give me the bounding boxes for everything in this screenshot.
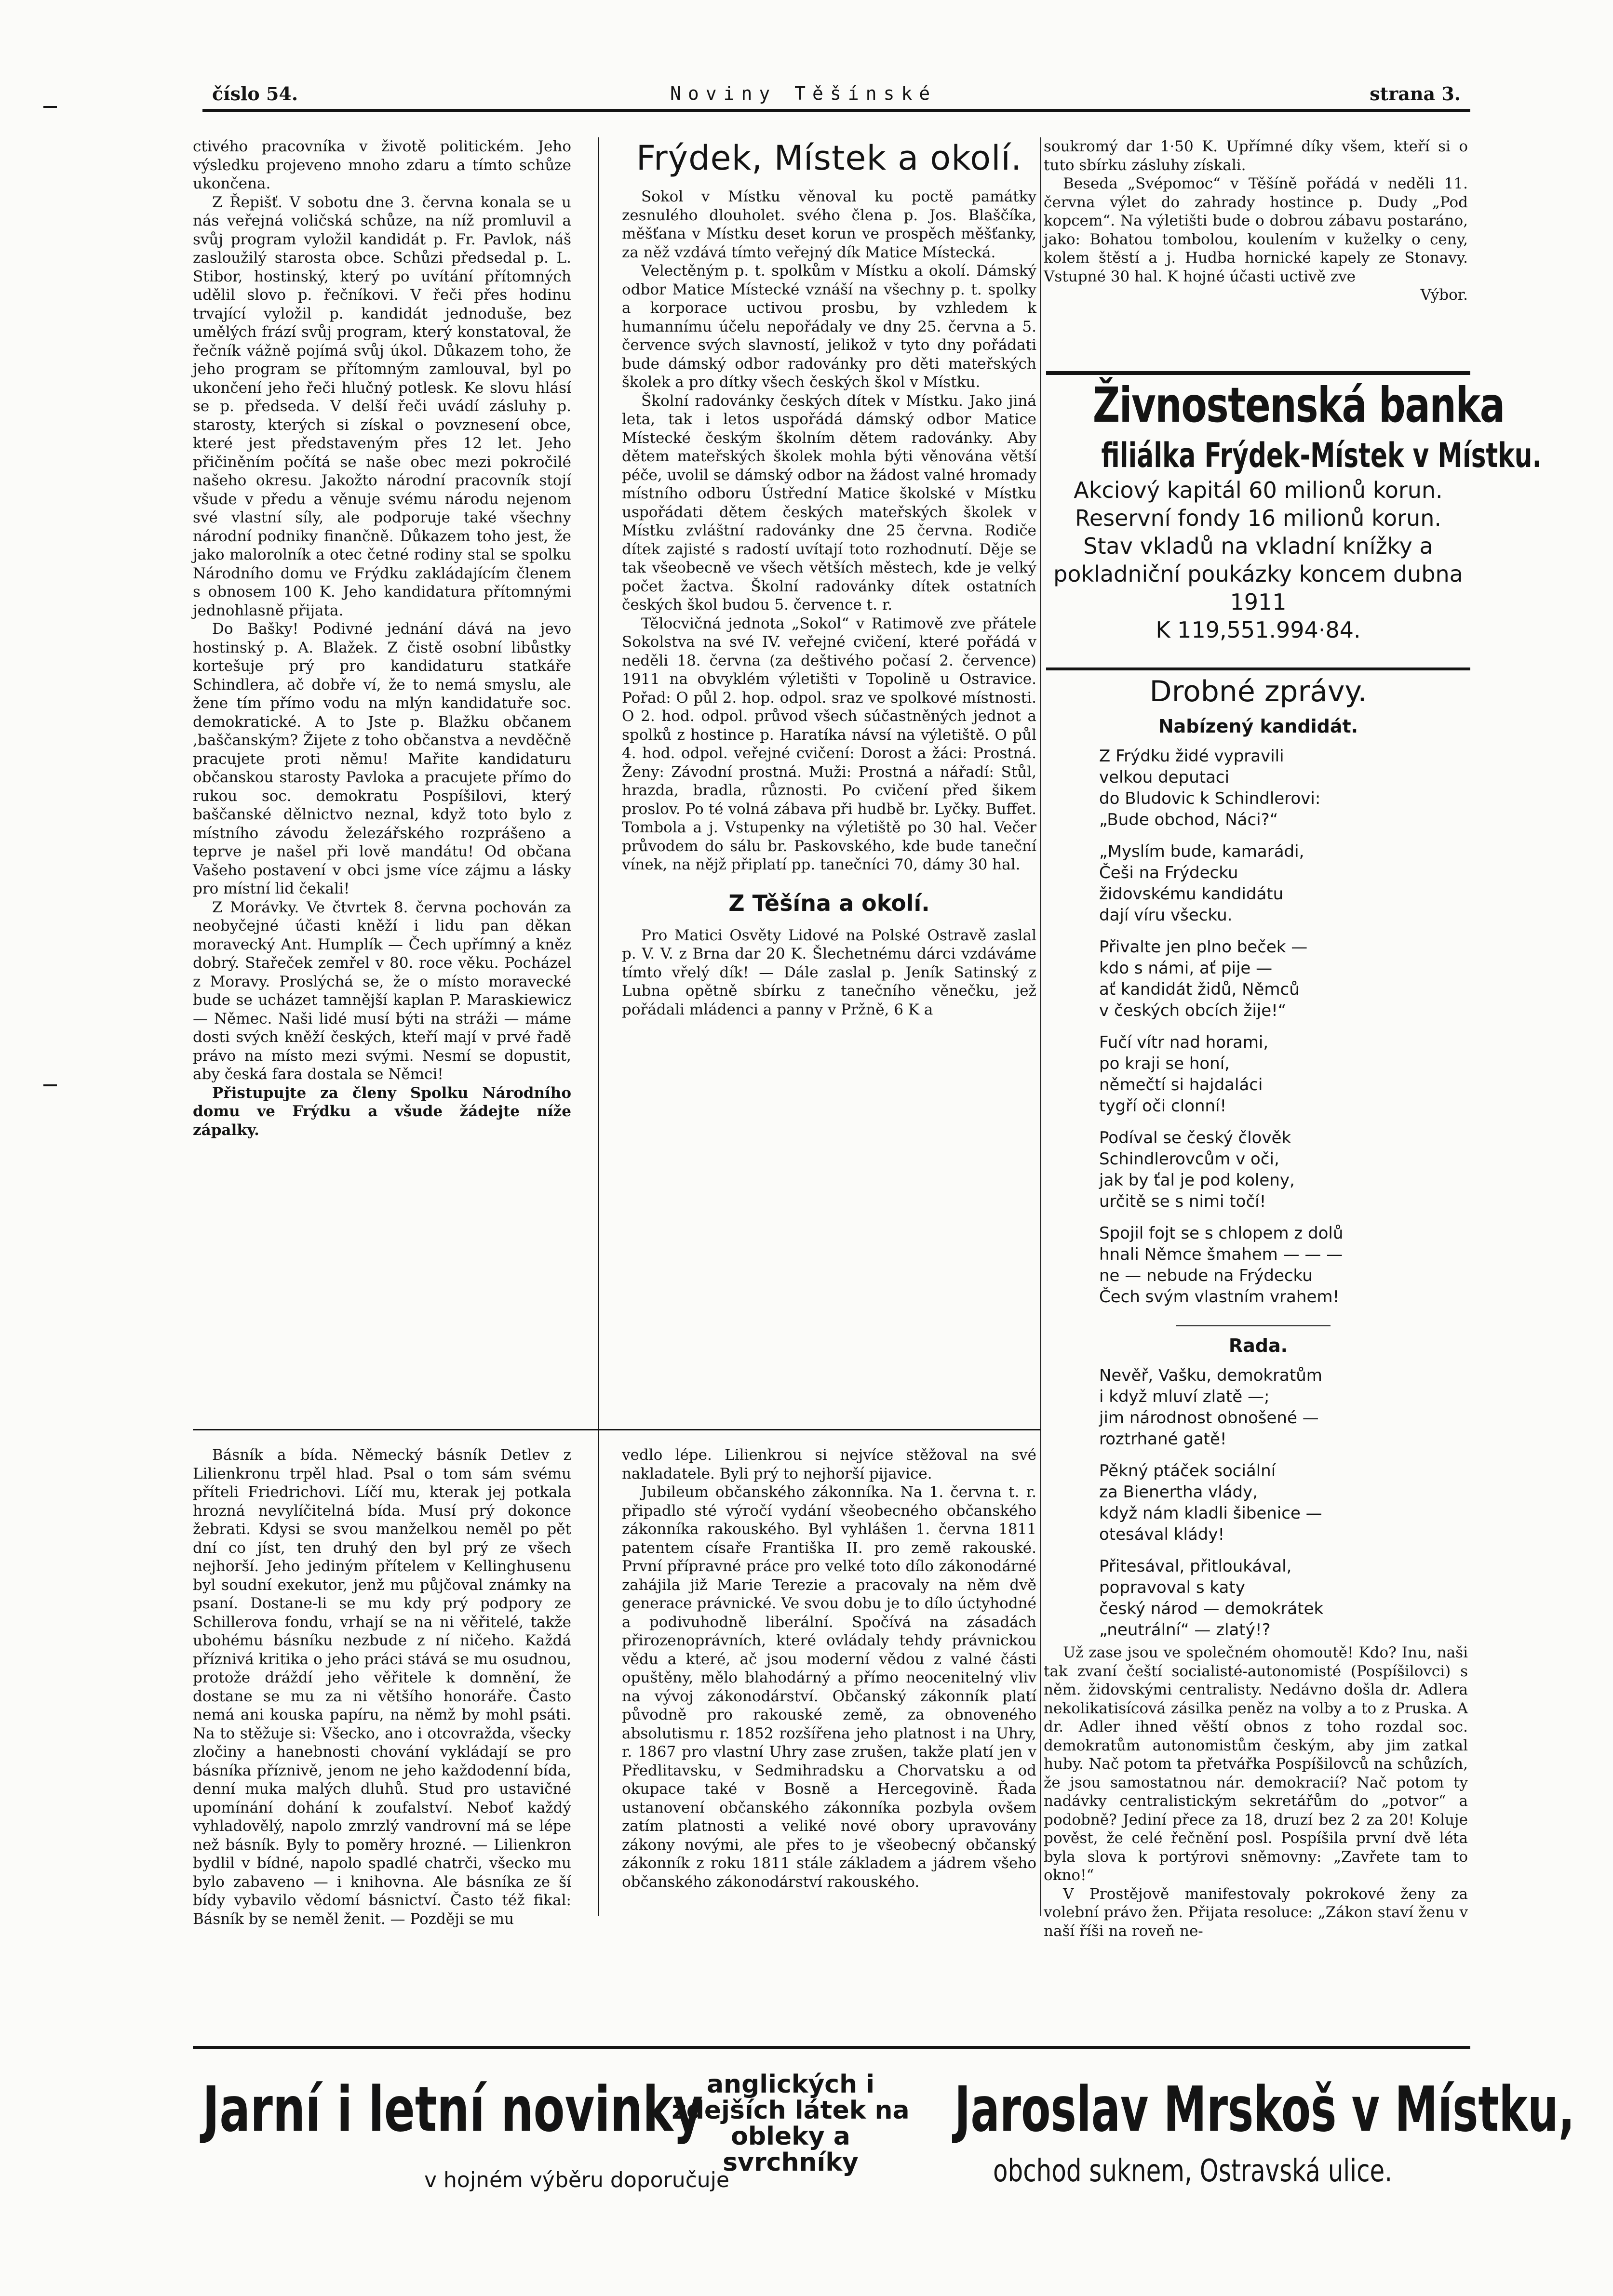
bank-capital: Akciový kapitál 60 milionů korun. <box>1074 477 1443 503</box>
column-1-bottom <box>193 1446 571 1928</box>
poem-stanza <box>1099 936 1470 1021</box>
ad-subline-left: v hojném výběru doporučuje <box>424 2168 729 2192</box>
bank-branch: filiálka Frýdek-Místek v Místku. <box>1101 436 1542 475</box>
ad-headline-mid: anglických i zdejších látek na obleky a svrchníky <box>672 2070 910 2177</box>
poem-rada <box>1099 1330 1470 1651</box>
poem-line: do Bludovic k Schindlerovi: <box>1099 789 1321 808</box>
column-2 <box>622 137 1036 1019</box>
bank-deposits: Stav vkladů na vkladní knížky a pokladniční poukázky koncem dubna 1911 <box>1053 533 1463 615</box>
poem-stanza <box>1099 1365 1470 1450</box>
poem-line: „Bude obchod, Náci?“ <box>1099 810 1278 829</box>
margin-mark <box>43 106 57 108</box>
header-rule <box>202 109 1470 112</box>
poem-line: roztrhané gatě! <box>1099 1429 1227 1449</box>
poem-line: Přivalte jen plno beček — <box>1099 937 1308 957</box>
bank-advertisement <box>1046 376 1542 644</box>
appeal-narodni-dum: Přistupujte za členy Spolku Národního domu ve Frýdku a všude žádejte níže zápalky. <box>193 1084 571 1139</box>
poem-line: jak by ťal je pod koleny, <box>1099 1171 1295 1190</box>
article-baska: Do Bašky! Podivné jednání dává na jevo hostinský p. A. Blažek. Z čistě osobní libůstky kortešuje prý pro kandidaturu statkáře Schindlera, ač dobře ví, že to nemá smyslu, ale žene tím přímo vodu na mlýn kandidatuře soc. demokratické. A to Jste p. Blažku občanem ,baščanským? Žijete z toho občanstva a nevděčně pracujete proti němu! Mařite kandidaturu občanskou starosty Pavloka a pracujete přímo do rukou soc. demokratu Pospíšilovi, který baščanské dělnictvo neznal, když toto bylo z místního závodu železářského rozprášeno a teprve je našel při lově mandátu! Od občana Vašeho postavení v obci jsme více zájmu a lásky pro místní lid čekali! <box>193 620 571 897</box>
ad-rule <box>193 2046 1470 2049</box>
bank-reserve: Reservní fondy 16 milionů korun. <box>1075 505 1442 531</box>
issue-number: číslo 54. <box>212 83 298 105</box>
ad-headline-right: Jaroslav Mrskoš v Místku, <box>954 2074 1575 2146</box>
poem-stanza <box>1099 1460 1470 1545</box>
drobne-zpravy <box>1099 672 1470 1318</box>
section-title-tesin: Z Těšína a okolí. <box>728 890 930 916</box>
mrskos-advertisement <box>202 2057 1575 2259</box>
poem-line: ať kandidát židů, Němců <box>1099 980 1300 999</box>
poem-line: kdo s námi, ať pije — <box>1099 959 1273 978</box>
poem-line: za Bienertha vlády, <box>1099 1482 1258 1502</box>
poem-rule <box>1176 1325 1331 1326</box>
poem-line: dají víru všecku. <box>1099 906 1233 925</box>
poem-title-kandidat: Nabízený kandidát. <box>1158 716 1358 737</box>
bank-deposits-amount: K 119,551.994·84. <box>1156 617 1361 643</box>
ad-headline-left: Jarní i letní novinky <box>202 2074 703 2146</box>
poem-line: po kraji se honí, <box>1099 1054 1230 1073</box>
article-paragraph: ctivého pracovníka v životě politickém. Jeho výsledku projeveno mnoho zdaru a tímto schůze ukončena. <box>193 138 571 192</box>
margin-mark <box>43 1084 57 1086</box>
poem-stanza <box>1099 1127 1470 1212</box>
article-lilienkron-cont: vedlo lépe. Lilienkrou si nejvíce stěžoval na své nakladatele. Byli prý to nejhorší pijavice. <box>622 1446 1036 1482</box>
column-3 <box>1044 137 1468 305</box>
poem-stanza <box>1099 1556 1470 1641</box>
column-1 <box>193 137 571 1139</box>
poem-line: Češi na Frýdecku <box>1099 863 1238 882</box>
article-basnik: Básník a bída. Německý básník Detlev z Lilienkronu trpěl hlad. Psal o tom sám svému příteli Friedrichovi. Líčí mu, kterak jej potkala hrozná nevylíčitelná bída. Musí prý dokonce žebrati. Kdysi se svou manželkou neměl po pět dní co jíst, ten druhý den byl prý ze všech nejhorší. Jeho jediným přítelem v Kellinghusenu byl soudní exekutor, jenž mu půjčoval známky na psaní. Dostane-li se mu kdy prý podpory ze Schillerova fondu, vrhají se na ni věřitelé, takže ubohému básníku nezbude z ní ničeho. Každá příznivá kritika o jeho práci stává se mu osudnou, protože dráždí jeho věřitele k domnění, že dostane se mu za ni většího honoráře. Často nemá ani kouska papíru, na němž by mohl psáti. Na to stěžuje si: Všecko, ano i otcovražda, všecky zločiny a hanebnosti chování vykládají se pro básníka příznivě, jenom ne jeho každodenní bída, denní muka malých dluhů. Stud pro ustavičné upomínání dohání k zoufalství. Neboť každý vyhladovělý, napolo zmrzlý vandrovní má se lépe než básník. Byly to poměry hrozné. — Lilienkron bydlil v bídné, napolo spadlé chatrči, všecko mu bylo zabaveno — i knihovna. Ale básníka ze ší bídy vybavilo vědomí básnictví. Často též fikal: Básník by se neměl ženit. — Později se mu <box>193 1446 571 1928</box>
bank-rule-top <box>1046 371 1470 375</box>
column-3-bottom <box>1044 1643 1468 1940</box>
article-moravka: Z Morávky. Ve čtvrtek 8. června pochován za neobyčejné účasti kněží i lidu pan děkan moravecký Ant. Humplík — Čech upřímný a kněz dobrý. Stařeček zemřel v 80. roce věku. Pocházel z Moravy. Proslýchá se, že o místo moravecké bude se ucházet tamnější kaplan P. Maraskiewicz — Němec. Naši lidé musí býti na stráži — máme dosti svých kněží českých, kteří mají v prvé řadě právo na místo mezi svými. Nesmí se dopustit, aby česká fara dostala se Němci! <box>193 898 571 1083</box>
page-header <box>212 83 1461 108</box>
poem-title-rada: Rada. <box>1228 1335 1288 1356</box>
newspaper-title: Noviny Těšínské <box>670 83 937 104</box>
column-rule <box>1040 137 1041 1916</box>
poem-line: Spojil fojt se s chlopem z dolů <box>1099 1224 1344 1243</box>
poem-line: určitě se s nimi točí! <box>1099 1192 1266 1211</box>
poem-line: tygří oči clonní! <box>1099 1096 1227 1116</box>
poem-line: Schindlerovcům v oči, <box>1099 1149 1279 1169</box>
column-rule <box>598 137 599 1916</box>
poem-line: i když mluví zlatě —; <box>1099 1387 1270 1406</box>
drobne-title: Drobné zprávy. <box>1149 675 1367 708</box>
section-rule <box>193 1429 1041 1430</box>
article-spolky: Velectěným p. t. spolkům v Místku a okolí. Dámský odbor Matice Místecké vznáší na všechny p. t. spolky a korporace uctivou prosbu, by vzhledem k humannímu účelu nepořádaly ve dny 25. června a 5. července svých slavností, jelikož v tyto dny pořádati bude dámský odbor radovánky pro děti mateřských školek a pro dítky všech českých škol v Místku. <box>622 262 1036 391</box>
poem-line: němečtí si hajdaláci <box>1099 1075 1263 1095</box>
poem-line: Fučí vítr nad horami, <box>1099 1033 1269 1052</box>
poem-line: „Myslím bude, kamarádi, <box>1099 842 1304 861</box>
poem-stanza <box>1099 1223 1470 1308</box>
article-repiste: Z Řepišť. V sobotu dne 3. června konala se u nás veřejná voličská schůze, na níž promluvil a svůj program vyložil kandidát p. Fr. Pavlok, náš zasloužilý starosta obce. Schůzi předsedal p. L. Stibor, hostinský, který po uvítání přítomných udělil slovo p. řečníkovi. V řeči přes hodinu trvající vyložil p. kandidát jednoduše, bez umělých frází svůj program, který konstatoval, že řečník vážně pojímá svůj úkol. Důkazem toho, že jeho program se přítomným zamlouval, byl po ukončení jeho řeči hlučný potlesk. Ke slovu hlásí se p. předseda. V delší řeči uvádí zásluhy p. starosty, kterých si získal o povznesení obce, které jest představeným přes 12 let. Jeho přičiněním počítá se naše obec mezi pokročilé našeho okresu. Jakožto národní pracovník stojí všude v předu a věnuje svému národu nejenom své vlastní síly, ale podporuje také všechny národní podniky finančně. Důkazem toho jest, že jako malorolník a otec četné rodiny stal se spolku Národního domu ve Frýdku zakládajícím členem s obnosem 100 K. Jeho kandidatura přítomnými jednohlasně přijata. <box>193 193 571 619</box>
article-sokol: Sokol v Místku věnoval ku poctě památky zesnulého dlouholet. svého člena p. Jos. Blaščíka, měšťana v Místku deset korun ve prospěch měšťanky, za něž vzdává tímto veřejný dík Matice Místecká. <box>622 188 1036 261</box>
poem-stanza <box>1099 1032 1470 1117</box>
article-ratimov: Tělocvičná jednota „Sokol“ v Ratimově zve přátele Sokolstva na své IV. veřejné cvičení, které pořádá v neděli 18. června (za deštivého počasí 2. července) 1911 na obvyklém výletišti v Topolině u Ostravice. Pořad: O půl 2. hop. odpol. sraz ve spolkové místnosti. O 2. hod. odpol. průvod všech súčastněných jednot a spolků z hostince p. Haratíka návsí na výletiště. O půl 4. hod. odpol. veřejné cvičení: Dorost a žáci: Prostná. Ženy: Závodní prostná. Muži: Prostná a nářadí: Stůl, hrazda, bradla, různosti. Po cvičení před šikem proslov. Po té volná zábava při hudbě br. Lyčky. Buffet. Tombola a j. Vstupenky na výletiště po 30 hal. Večer průvodem do sálu br. Paskovského, kde bude taneční vínek, na nějž připlatí pp. tanečníci 70, dámy 30 hal. <box>622 614 1036 873</box>
poem-line: jim národnost obnošené — <box>1099 1408 1319 1428</box>
poem-line: popravoval s katy <box>1099 1578 1245 1597</box>
poem-line: židovskému kandidátu <box>1099 884 1284 904</box>
article-prostejov: V Prostějově manifestovaly pokrokové ženy za volební právo žen. Přijata resoluce: „Zákon staví ženu v naší říši na roveň ne- <box>1044 1885 1468 1940</box>
article-beseda: Beseda „Svépomoc“ v Těšíně pořádá v neděli 11. června výlet do zahrady hostince p. Dudy „Pod kopcem“. Na výletišti bude o dobrou zábavu postaráno, jako: Bohatou tombolou, koulením v kuželky o ceny, kolem štěstí a j. Hudba hornické kapely ze Stonavy. Vstupné 30 hal. K hojné účasti uctivě zve <box>1044 175 1468 285</box>
ad-subline-right: obchod suknem, Ostravská ulice. <box>993 2153 1393 2189</box>
signature-vybor: Výbor. <box>1420 286 1468 304</box>
page-number: strana 3. <box>1370 83 1461 105</box>
bank-name: Živnostenská banka <box>1092 377 1505 433</box>
poem-line: Pěkný ptáček sociální <box>1099 1461 1276 1481</box>
article-dar: soukromý dar 1·50 K. Upřímné díky všem, kteří si o tuto sbírku zásluhy získali. <box>1044 138 1468 174</box>
section-title-frydek: Frýdek, Místek a okolí. <box>636 138 1022 178</box>
poem-line: když nám kladli šibenice — <box>1099 1504 1322 1523</box>
column-2-bottom <box>622 1446 1036 1891</box>
bank-rule-bottom <box>1046 667 1470 670</box>
poem-stanza <box>1099 746 1470 830</box>
poem-line: Přitesával, přitloukával, <box>1099 1557 1292 1576</box>
article-ohomout: Už zase jsou ve společném ohomoutě! Kdo? Inu, naši tak zvaní čeští socialisté-autonomisté (Pospíšilovci) s něm. židovskými centralisty. Nedávno došla dr. Adlera nekolikatisícová zásilka peněz na volby a to z Pruska. A dr. Adler ihned věští obnos z toho rozdal soc. demokratům autonomistům českým, aby jim zatkal huby. Nač potom ta přetvářka Pospíšilovců na schůzích, že jsou samostatnou nár. demokracií? Nač potom ty nadávky centralistickým sekretářům do „potvor“ a podobně? Jediní přece za 18, druzí bez 2 za 20! Koluje pověst, že celé řečnění posl. Pospíšila první dvě léta byla slova k portýrovi sněmovny: „Zavřete tam to okno!“ <box>1044 1644 1468 1884</box>
article-jubileum: Jubileum občanského zákonníka. Na 1. června t. r. připadlo sté výročí vydání všeobecného občanského zákonníka rakouského. Byl vyhlášen 1. června 1811 patentem císaře Františka II. pro země rakouské. První přípravné práce pro velké toto dílo zákonodárné zahájila již Marie Terezie a pracovaly na něm dvě generace právnické. Ve svou dobu je to dílo úctyhodné a podivuhodně liberální. Spočívá na zásadách přirozenoprávních, které ovládaly tehdy právnickou vědu a které, ač jsou moderní vědou z valné části opuštěny, mělo blahodárný a přímo neocenitelný vliv na vývoj zákonodárství. Občanský zákonník platí původně pro rakouské země, za obnoveného absolutismu r. 1852 rozšířena jeho platnost i na Uhry, r. 1867 pro vlastní Uhry zase zrušen, takže platí jen v Předlitavsku, v Sedmihradsku a Chorvatsku a od okupace také v Bosně a Hercegovině. Řada ustanovení občanského zákonníka pozbyla ovšem zatím platnosti a veliké nové obory upravovány zákony novými, ale přes to je všeobecný občanský zákonník z roku 1811 stále základem a jádrem všeho občanského zákonodárství rakouského. <box>622 1483 1036 1891</box>
poem-line: velkou deputaci <box>1099 768 1230 787</box>
poem-line: český národ — demokrátek <box>1099 1599 1324 1618</box>
poem-stanza <box>1099 841 1470 926</box>
poem-line: otesával klády! <box>1099 1525 1225 1544</box>
poem-line: Čech svým vlastním vrahem! <box>1099 1287 1340 1307</box>
article-radovanky: Školní radovánky českých dítek v Místku. Jako jiná leta, tak i letos uspořádá dámský odbor Matice Místecké českým školním dětem radovánky. Aby dětem mateřských školek mohla býti věnována větší péče, uvolil se dámský odbor na žádost valné hromady místního odboru Ústřední Matice školské v Místku uspořádati dětem českých mateřských školek v Místku zvláštní radovánky dne 25 června. Rodiče dítek zajisté s radostí uvítají toto rozhodnutí. Děje se tak všeobecně ve všech větších městech, kde je velký počet žactva. Školní radovánky dítek ostatních českých škol budou 5. července t. r. <box>622 392 1036 614</box>
article-matice: Pro Matici Osvěty Lidové na Polské Ostravě zaslal p. V. V. z Brna dar 20 K. Šlechetnému dárci vzdáváme tímto vřelý dík! — Dále zaslal p. Jeník Satinský z Lubna opětně sbírku z tanečního věnečku, jež pořádali mládenci a panny v Pržně, 6 K a <box>622 926 1036 1018</box>
poem-line: v českých obcích žije!“ <box>1099 1001 1287 1020</box>
poem-line: hnali Němce šmahem — — — <box>1099 1245 1343 1264</box>
poem-line: Nevěř, Vašku, demokratům <box>1099 1366 1322 1385</box>
poem-line: Podíval se český člověk <box>1099 1128 1291 1148</box>
poem-line: Z Frýdku židé vypravili <box>1099 747 1284 766</box>
poem-line: ne — nebude na Frýdecku <box>1099 1266 1313 1285</box>
poem-line: „neutrální“ — zlatý!? <box>1099 1620 1271 1640</box>
